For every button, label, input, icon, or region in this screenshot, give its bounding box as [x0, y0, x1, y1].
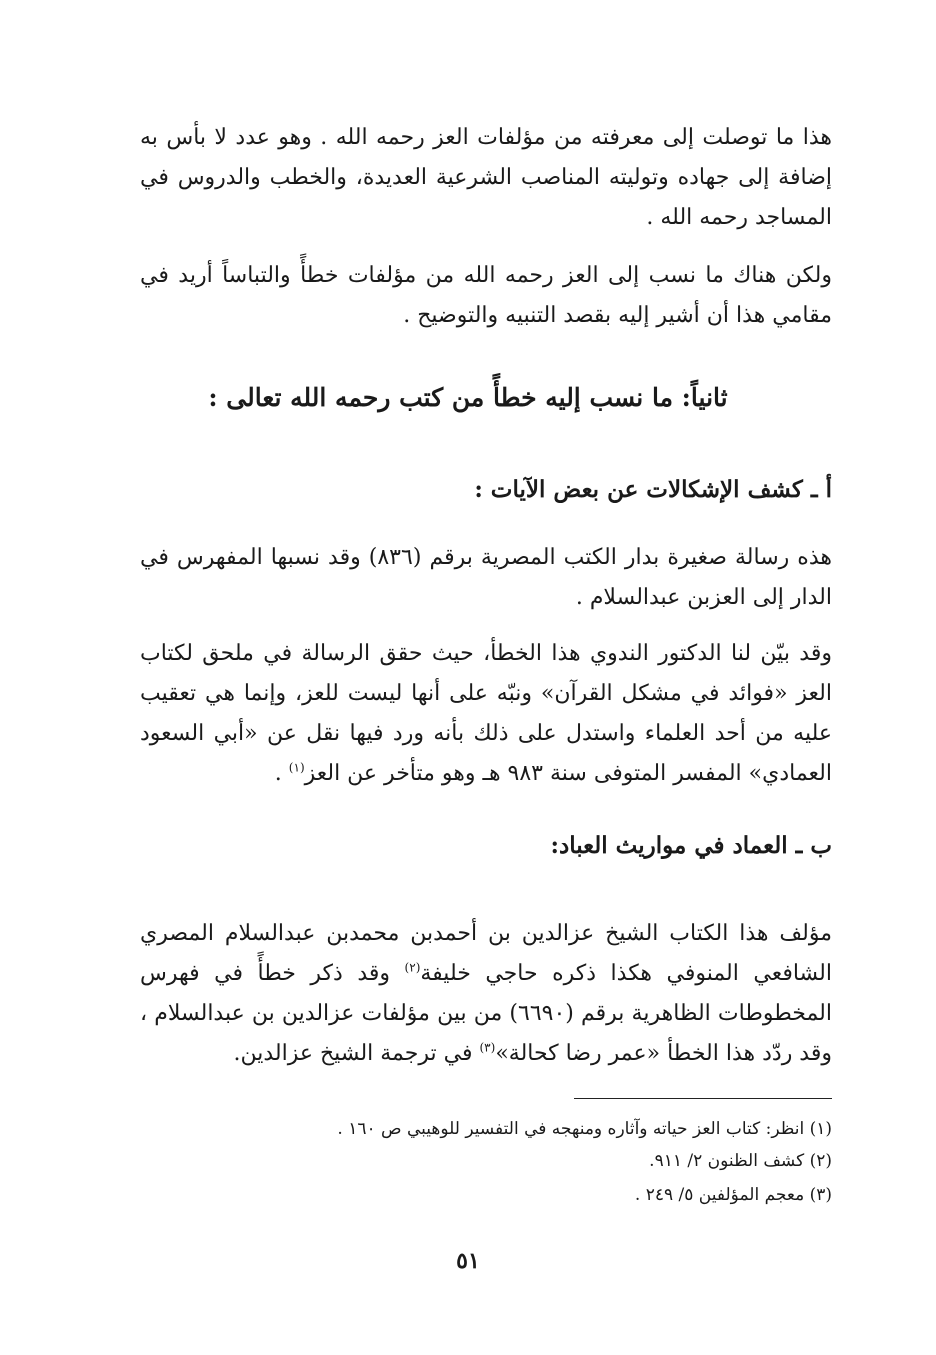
footnote-ref-1: (١): [288, 760, 305, 775]
paragraph-text-end: .: [274, 761, 289, 786]
paragraph-text: مؤلف هذا الكتاب الشيخ عزالدين بن أحمدبن محمدبن عبدالسلام المصري الشافعي المنوفي هكذا ذكره حاجي خليفة: [140, 921, 832, 986]
paragraph-author-attribution: [140, 914, 832, 1074]
footnote-ref-2: (٢): [404, 960, 421, 975]
section-heading: ثانياً: ما نسب إليه خطأً من كتب رحمه الله تعالى :: [208, 383, 728, 412]
footnote-1: (١) انظر: كتاب العز حياته وآثاره ومنهجه في التفسير للوهيبي ص ١٦٠ .: [337, 1119, 832, 1139]
footnote-divider: [574, 1098, 832, 1099]
paragraph-text-mid: وقد ذكر خطأً في فهرس المخطوطات الظاهرية برقم (٦٦٩٠) من بين مؤلفات عزالدين بن عبدالسلام ، وقد ردّد هذا الخطأ «عمر رضا كحالة»: [140, 961, 832, 1066]
footnote-ref-3: (٣): [479, 1040, 496, 1055]
page-number: ٥١: [456, 1248, 480, 1274]
paragraph-treatise-description: هذه رسالة صغيرة بدار الكتب المصرية برقم (٨٣٦) وقد نسبها المفهرس في الدار إلى العزبن عبدالسلام .: [140, 545, 832, 610]
paragraph-text: وقد بيّن لنا الدكتور الندوي هذا الخطأ، حيث حقق الرسالة في ملحق لكتاب العز «فوائد في مشكل القرآن» ونبّه على أنها ليست للعز، وإنما هي تعقيب عليه من أحد العلماء واستدل على ذلك بأنه ورد فيها نقل عن «أبي السعود العمادي» المفسر المتوفى سنة ٩٨٣ هـ وهو متأخر عن العز: [140, 641, 832, 786]
subheading-a: أ ـ كشف الإشكالات عن بعض الآيات :: [474, 476, 832, 503]
paragraph-works-summary: هذا ما توصلت إلى معرفته من مؤلفات العز رحمه الله . وهو عدد لا بأس به إضافة إلى جهاده وتوليته المناصب الشرعية العديدة، والخطب والدروس في المساجد رحمه الله .: [140, 125, 832, 230]
paragraph-nadwi-correction: [140, 634, 832, 794]
paragraph-misattributed-intro: ولكن هناك ما نسب إلى العز رحمه الله من مؤلفات خطأً والتباساً أريد في مقامي هذا أن أشير إليه بقصد التنبيه والتوضيح .: [140, 263, 832, 328]
paragraph-text-end: في ترجمة الشيخ عزالدين.: [233, 1041, 480, 1066]
footnote-2: (٢) كشف الظنون ٢/ ٩١١.: [649, 1151, 832, 1171]
subheading-b: ب ـ العماد في مواريث العباد:: [550, 832, 832, 859]
footnote-3: (٣) معجم المؤلفين ٥/ ٢٤٩ .: [634, 1185, 832, 1205]
